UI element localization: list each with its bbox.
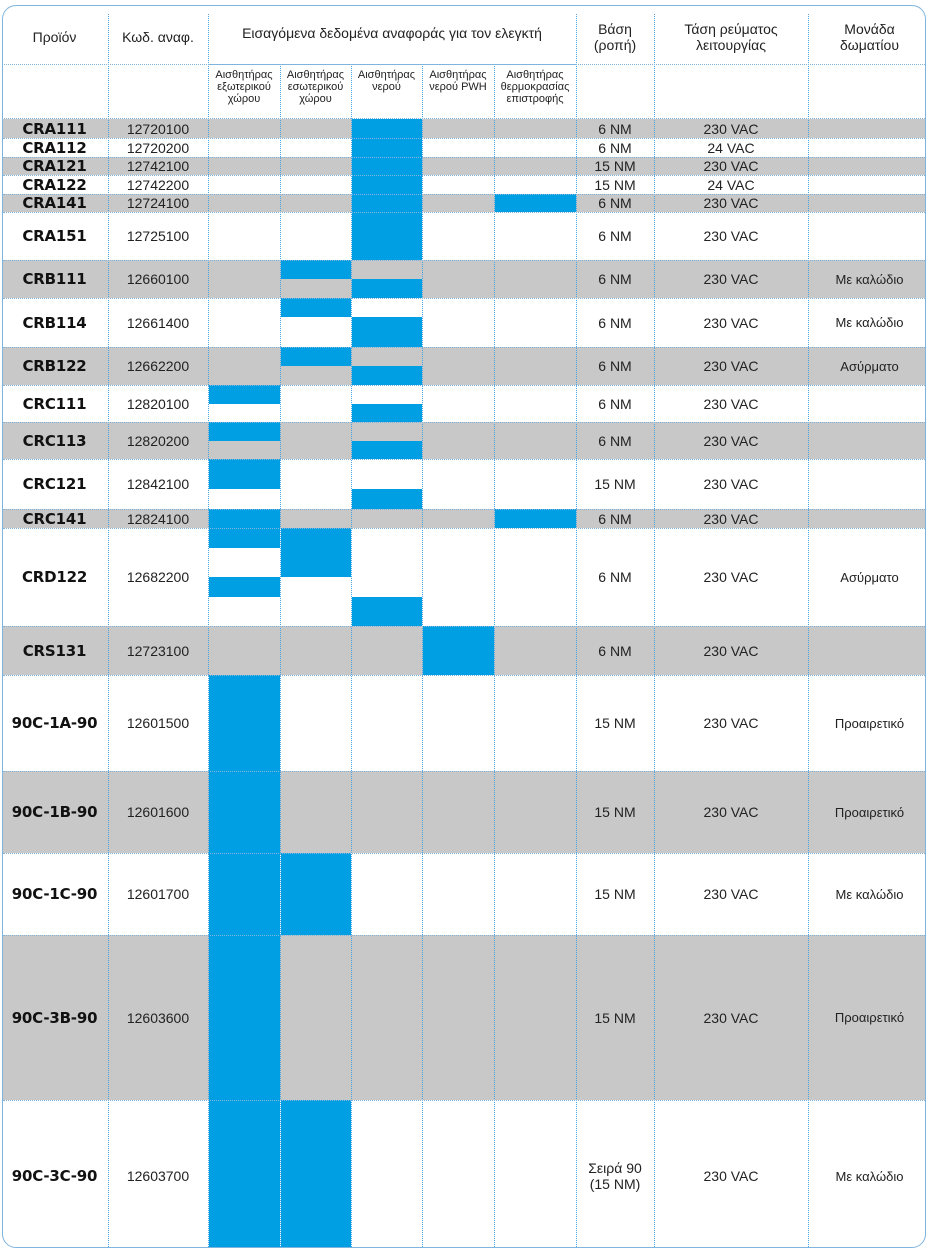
operating-voltage: 230 VAC xyxy=(703,195,759,211)
product-name: CRC121 xyxy=(22,475,87,493)
room-unit xyxy=(808,459,926,509)
room-unit xyxy=(808,119,926,138)
reference-code: 12724100 xyxy=(126,195,190,211)
sensor-indicator xyxy=(281,528,351,548)
base-torque: 15 NM xyxy=(594,1009,636,1026)
table-grid xyxy=(3,6,926,1248)
sensor-indicator xyxy=(209,853,280,935)
operating-voltage: 230 VAC xyxy=(703,886,759,902)
header-voltage: Τάση ρεύματος λειτουργίας xyxy=(684,20,778,53)
base-torque: 15 NM xyxy=(594,476,636,492)
product-name: 90C-3C-90 xyxy=(11,1167,98,1185)
base-torque: 6 NM xyxy=(598,120,632,137)
sensor-indicator xyxy=(209,935,280,1100)
base-torque: 15 NM xyxy=(594,715,636,731)
base-torque: 6 NM xyxy=(598,139,632,156)
header-base: Βάση (ροπή) xyxy=(593,20,637,53)
operating-voltage: 230 VAC xyxy=(703,642,759,659)
room-unit: Με καλώδιο xyxy=(835,271,904,287)
header-room: Μονάδα δωματίου xyxy=(840,20,899,53)
header-product: Προϊόν xyxy=(32,28,77,45)
header-sensor-1: Αισθητήρας εξωτερικού χώρου xyxy=(215,69,273,105)
product-name: 90C-1A-90 xyxy=(11,714,98,732)
operating-voltage: 230 VAC xyxy=(703,228,759,244)
sensor-indicator xyxy=(352,366,422,385)
room-unit xyxy=(808,385,926,422)
reference-code: 12603700 xyxy=(126,1168,190,1184)
sensor-indicator xyxy=(209,422,280,441)
reference-code: 12742100 xyxy=(126,158,190,174)
sensor-indicator xyxy=(352,119,422,138)
sensor-indicator xyxy=(495,194,576,212)
operating-voltage: 24 VAC xyxy=(707,176,755,193)
sensor-indicator xyxy=(281,548,351,577)
product-name: CRC141 xyxy=(22,509,87,528)
sensor-indicator xyxy=(281,298,351,317)
sensor-indicator xyxy=(352,441,422,460)
sensor-indicator xyxy=(281,347,351,366)
room-unit: Προαιρετικό xyxy=(834,1010,905,1025)
sensor-indicator xyxy=(209,509,280,528)
sensor-indicator xyxy=(209,459,280,489)
product-name: CRB122 xyxy=(22,357,87,375)
room-unit xyxy=(808,626,926,675)
operating-voltage: 230 VAC xyxy=(703,510,759,527)
base-torque: 6 NM xyxy=(598,569,632,585)
column-divider xyxy=(208,14,209,1248)
reference-code: 12842100 xyxy=(126,476,190,492)
product-name: CRA122 xyxy=(22,175,87,194)
column-divider xyxy=(494,64,495,1248)
room-unit xyxy=(808,509,926,528)
product-name: CRB114 xyxy=(22,313,87,332)
header-sensor-5: Αισθητήρας θερμοκρασίας επιστροφής xyxy=(500,69,570,105)
operating-voltage: 230 VAC xyxy=(703,804,759,820)
operating-voltage: 230 VAC xyxy=(703,476,759,492)
reference-code: 12725100 xyxy=(126,228,190,244)
sensor-indicator xyxy=(209,771,280,853)
base-torque: 6 NM xyxy=(598,314,632,331)
table-frame xyxy=(2,5,926,1248)
sensor-indicator xyxy=(352,597,422,626)
header-sensor-4: Αισθητήρας νερού PWH xyxy=(429,69,487,93)
operating-voltage: 24 VAC xyxy=(707,139,755,156)
operating-voltage: 230 VAC xyxy=(703,314,759,331)
base-torque: 6 NM xyxy=(598,271,632,287)
reference-code: 12720200 xyxy=(126,139,190,156)
room-unit xyxy=(808,175,926,194)
operating-voltage: 230 VAC xyxy=(703,271,759,287)
base-torque: 15 NM xyxy=(594,176,636,193)
reference-code: 12742200 xyxy=(126,176,190,193)
header-inputs: Εισαγόμενα δεδομένα αναφοράς για τον ελεγκτή xyxy=(242,25,542,41)
sensor-indicator xyxy=(281,1100,351,1248)
product-name: CRA112 xyxy=(22,138,87,157)
base-torque: 6 NM xyxy=(598,228,632,244)
product-name: 90C-1B-90 xyxy=(11,803,98,821)
sensor-indicator xyxy=(352,212,422,260)
product-name: CRS131 xyxy=(22,641,87,660)
sensor-indicator xyxy=(495,509,576,528)
base-torque: 6 NM xyxy=(598,195,632,211)
room-unit xyxy=(808,212,926,260)
sensor-indicator xyxy=(352,404,422,423)
column-divider xyxy=(351,64,352,1248)
product-name: CRB111 xyxy=(22,270,87,288)
header-code: Κωδ. αναφ. xyxy=(122,28,194,45)
room-unit xyxy=(808,422,926,459)
product-name: CRA141 xyxy=(22,194,87,212)
header-sensor-2: Αισθητήρας εσωτερικού χώρου xyxy=(286,69,345,105)
sensor-indicator xyxy=(209,385,280,404)
sensor-indicator xyxy=(352,194,422,212)
room-unit: Με καλώδιο xyxy=(835,1168,904,1184)
room-unit xyxy=(808,138,926,157)
reference-code: 12820200 xyxy=(126,432,190,449)
reference-code: 12601600 xyxy=(126,804,190,820)
product-name: CRC111 xyxy=(22,394,87,413)
room-unit: Προαιρετικό xyxy=(834,715,905,731)
room-unit: Προαιρετικό xyxy=(834,804,905,820)
reference-code: 12682200 xyxy=(126,569,190,585)
reference-code: 12820100 xyxy=(126,395,190,412)
header-sensor-3: Αισθητήρας νερού xyxy=(357,69,416,93)
room-unit: Με καλώδιο xyxy=(835,886,904,902)
sensor-indicator xyxy=(352,175,422,194)
reference-code: 12723100 xyxy=(126,642,190,659)
sensor-indicator xyxy=(281,260,351,279)
base-torque: 6 NM xyxy=(598,642,632,659)
sensor-indicator xyxy=(352,317,422,347)
sensor-indicator xyxy=(209,675,280,771)
product-name: CRA151 xyxy=(22,227,87,245)
reference-code: 12603600 xyxy=(126,1009,190,1026)
sensor-indicator xyxy=(281,853,351,935)
base-torque: 15 NM xyxy=(594,886,636,902)
operating-voltage: 230 VAC xyxy=(703,158,759,174)
room-unit xyxy=(808,194,926,212)
sensor-indicator xyxy=(352,138,422,157)
product-name: CRA111 xyxy=(22,119,87,138)
sensor-indicator xyxy=(209,528,280,548)
room-unit: Με καλώδιο xyxy=(835,315,904,330)
operating-voltage: 230 VAC xyxy=(703,1009,759,1026)
reference-code: 12660100 xyxy=(126,271,190,287)
operating-voltage: 230 VAC xyxy=(703,432,759,449)
product-name: CRC113 xyxy=(22,431,87,450)
room-unit: Ασύρματο xyxy=(840,358,899,374)
room-unit: Ασύρματο xyxy=(840,569,899,585)
sensor-indicator xyxy=(352,157,422,175)
sensor-indicator xyxy=(352,279,422,298)
base-torque: 6 NM xyxy=(598,358,632,374)
operating-voltage: 230 VAC xyxy=(703,715,759,731)
reference-code: 12661400 xyxy=(126,314,190,331)
base-torque: 6 NM xyxy=(598,432,632,449)
product-name: 90C-3B-90 xyxy=(11,1008,98,1027)
base-torque: 15 NM xyxy=(594,804,636,820)
reference-code: 12601500 xyxy=(126,715,190,731)
reference-code: 12662200 xyxy=(126,358,190,374)
base-torque: 6 NM xyxy=(598,395,632,412)
column-divider xyxy=(422,64,423,1248)
product-name: CRD122 xyxy=(21,568,88,586)
reference-code: 12601700 xyxy=(126,886,190,902)
sensor-indicator xyxy=(352,489,422,509)
reference-code: 12720100 xyxy=(126,120,190,137)
sensor-indicator xyxy=(209,1100,280,1248)
operating-voltage: 230 VAC xyxy=(703,569,759,585)
base-torque: 6 NM xyxy=(598,510,632,527)
product-name: CRA121 xyxy=(22,157,87,175)
room-unit xyxy=(808,157,926,175)
operating-voltage: 230 VAC xyxy=(703,358,759,374)
product-name: 90C-1C-90 xyxy=(11,885,98,903)
sensor-indicator xyxy=(423,626,494,675)
column-divider xyxy=(280,64,281,1248)
operating-voltage: 230 VAC xyxy=(703,395,759,412)
reference-code: 12824100 xyxy=(126,510,190,527)
operating-voltage: 230 VAC xyxy=(703,1168,759,1184)
operating-voltage: 230 VAC xyxy=(703,120,759,137)
base-torque: 15 NM xyxy=(594,158,636,174)
sensor-indicator xyxy=(209,577,280,597)
base-torque: Σειρά 90 (15 NM) xyxy=(588,1160,642,1192)
